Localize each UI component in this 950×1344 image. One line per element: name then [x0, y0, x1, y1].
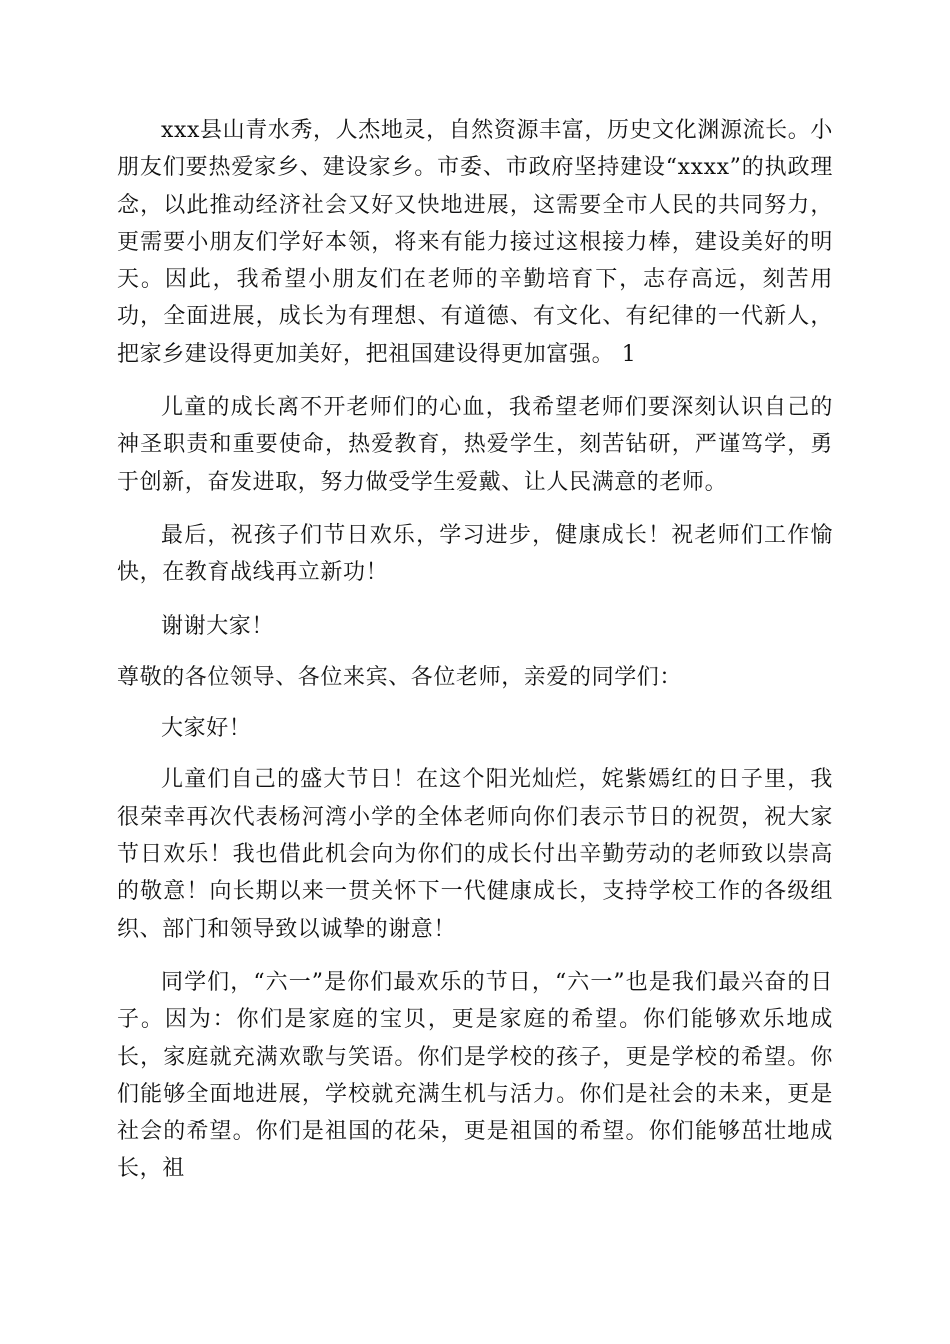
paragraph-teachers: 儿童的成长离不开老师们的心血，我希望老师们要深刻认识自己的神圣职责和重要使命，热爱教育，热爱学生，刻苦钻研，严谨笃学，勇于创新，奋发进取，努力做受学生爱戴、让人民满意的老师。	[117, 395, 833, 495]
paragraph-salutation: 尊敬的各位领导、各位来宾、各位老师，亲爱的同学们：	[117, 664, 683, 690]
paragraph-thanks: 谢谢大家！	[161, 613, 275, 639]
paragraph-greeting: 大家好！	[161, 716, 252, 742]
paragraph-students: 同学们，“六一”是你们最欢乐的节日，“六一”也是我们最兴奋的日子。因为：你们是家庭的宝贝，更是家庭的希望。你们能够欢乐地成长，家庭就充满欢歌与笑语。你们是学校的孩子，更是学校的希望。你们能够全面地进展，学校就充满生机与活力。你们是社会的未来，更是社会的希望。你们是祖国的花朵，更是祖国的希望。你们能够茁壮地成长，祖	[117, 969, 833, 1182]
paragraph-hometown: xxx县山青水秀，人杰地灵，自然资源丰富，历史文化渊源流长。小朋友们要热爱家乡、建设家乡。市委、市政府坚持建设“xxxx”的执政理念，以此推动经济社会又好又快地进展，这需要全市人民的共同努力，更需要小朋友们学好本领，将来有能力接过这根接力棒，建设美好的明天。因此，我希望小朋友们在老师的辛勤培育下，志存高远，刻苦用功，全面进展，成长为有理想、有道德、有文化、有纪律的一代新人，把家乡建设得更加美好，把祖国建设得更加富强。 1	[117, 118, 833, 367]
document-page	[117, 112, 833, 1204]
paragraph-festival: 儿童们自己的盛大节日！在这个阳光灿烂，姹紫嫣红的日子里，我很荣幸再次代表杨河湾小学的全体老师向你们表示节日的祝贺，祝大家节日欢乐！我也借此机会向为你们的成长付出辛勤劳动的老师致以崇高的敬意！向长期以来一贯关怀下一代健康成长，支持学校工作的各级组织、部门和领导致以诚挚的谢意！	[117, 767, 833, 942]
paragraph-wishes: 最后，祝孩子们节日欢乐，学习进步，健康成长！祝老师们工作愉快，在教育战线再立新功！	[117, 522, 833, 586]
